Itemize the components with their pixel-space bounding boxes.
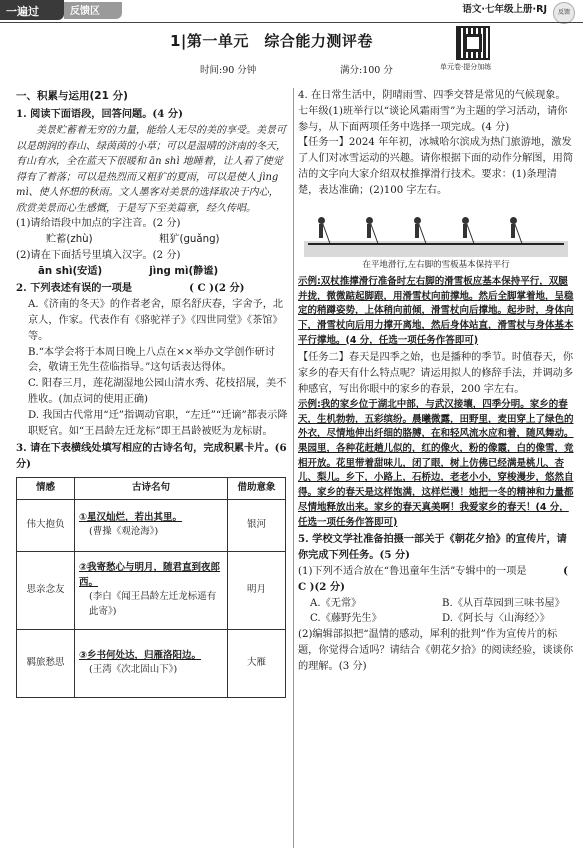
skier-figure: [314, 217, 328, 243]
question-1-passage: 美景贮蓄着无穷的力量，能给人无尽的美的享受。美景可以是朗润的春山、绿茵茵的小草；可以是温晴的济南的冬天，有山有水，全在蓝天下很暖和 ān shì 地睡着，让人看了使觉得有了着落；可以是热烈而又粗犷的夏雨，可以是使人 jìng mì、使人怀想的秋雨。文人墨客对美景的选择取决于内心，欣赏美景而心生感慨，于是写下至美篇章，经久传唱。: [16, 125, 286, 214]
question-5-sub2: (2)编辑部拟把“温情的感动，犀利的批判”作为宣传片的标题，你觉得合适吗？请结合《朝花夕拾》的阅读经验，谈谈你的理解。(3 分): [298, 629, 574, 672]
option-c: C. 阳春三月，莲花湖湿地公园山清水秀、花枝招展，美不胜收。(加点词的使用正确): [28, 378, 287, 406]
question-5-sub1-answer: ( C )(2 分): [298, 564, 568, 593]
column-divider: [293, 88, 294, 848]
poem-source: (王湾《次北固山下》): [89, 664, 178, 676]
header-rule: [0, 22, 583, 23]
options-row: [298, 611, 574, 627]
emotion-cell: 思亲念友: [17, 551, 75, 629]
question-4-stem: 4. 在日常生活中，阴晴雨雪、四季交替是常见的气候现象。七年级(1)班举行以“谈论风霜雨雪”为主题的学习活动，请你参与，从下面两项任务中选择一项完成。(4 分): [298, 90, 568, 133]
table-row: [17, 551, 286, 629]
image-cell: 大雁: [228, 629, 286, 697]
left-column: [16, 88, 288, 698]
poem-source: (曹操《观沧海》): [89, 526, 159, 538]
option-a: A.《无常》: [310, 597, 362, 609]
illustration-caption: 在平地滑行,左右脚的雪板基本保持平行: [362, 259, 510, 270]
question-2-stem: 2. 下列表述有误的一项是 ( C )(2 分): [16, 282, 245, 295]
task-1: 【任务一】2024 年年初，冰城哈尔滨成为热门旅游地，激发了人们对冰雪运动的兴趣。请你根据下面的动作分解图，用简洁的文字向大家介绍双杖推撑滑行技术。要求：(1)条理清楚，表达准确；(2)100 字左右。: [298, 137, 574, 196]
option-b: B.《从百草园到三味书屋》: [442, 597, 565, 609]
series-tab: 一遍过: [0, 0, 64, 20]
skier-figure: [506, 217, 520, 243]
poem-cell: [75, 499, 228, 551]
question-1-sub2: (2)请在下面括号里填入汉字。(2 分): [16, 249, 181, 261]
qr-code-icon: [456, 26, 490, 60]
table-header: 古诗名句: [75, 478, 228, 500]
table-row: [17, 629, 286, 697]
question-5-stem: 5. 学校文学社准备拍摄一部关于《朝花夕拾》的宣传片，请你完成下列任务。(5 分): [298, 533, 567, 562]
section-heading: 一、积累与运用(21 分): [16, 90, 128, 102]
emotion-cell: 羁旅愁思: [17, 629, 75, 697]
poem-line: ③乡书何处达，归雁洛阳边。: [79, 649, 202, 661]
answer-chuxu: 贮蓄(zhù): [46, 233, 93, 245]
poem-line: ②我寄愁心与明月，随君直到夜郎西。: [79, 561, 221, 588]
option-d: D.《阿长与〈山海经〉》: [442, 613, 550, 625]
image-cell: 银河: [228, 499, 286, 551]
skier-figure: [410, 217, 424, 243]
option-a: A.《济南的冬天》的作者老舍，原名舒庆春，字舍予，北京人，作家。代表作有《骆驼祥子》《四世同堂》《茶馆》等。: [28, 299, 284, 342]
page-title: 1|第一单元 综合能力测评卷: [170, 32, 373, 50]
qr-caption: 单元卷·提分加练: [440, 63, 492, 71]
option-b: B.“本学会将于本周日晚上八点在××举办文学创作研讨会，敬请王先生莅临指导。”这句话表达得体。: [28, 346, 275, 374]
poem-cell: [75, 629, 228, 697]
answer-cuguang: 粗犷(guǎng): [159, 233, 220, 245]
task-1-answer: 示例:双杖推撑滑行准备时左右脚的滑雪板应基本保持平行，双腿并拢，微微踮起脚跟，用滑雪杖向前撑地。然后全脚掌着地，呈稳定的稍蹲姿势，上体稍向前倾，滑雪杖向后撑地。起步时，身体向下，滑雪杖向后用力撑开离地，然后身体站直，滑雪杖与身体基本平行撑地。(4 分，任选一项任务作答即可): [298, 275, 574, 346]
skiing-illustration: [304, 203, 568, 257]
question-3-stem: 3. 请在下表横线处填写相应的古诗名句，完成积累卡片。(6 分): [16, 442, 287, 471]
answer-anshi: ān shì(安适): [38, 265, 103, 277]
ski-track: [308, 243, 564, 245]
poem-line: ①星汉灿烂，若出其里。: [79, 511, 183, 523]
image-cell: 明月: [228, 551, 286, 629]
right-column: [298, 88, 574, 675]
table-header: 借助意象: [228, 478, 286, 500]
time-limit: 时间:90 分钟: [200, 65, 257, 76]
answer-jingmi: jìng mì(静谧): [149, 265, 219, 277]
skier-figure: [362, 217, 376, 243]
question-1-sub2-answers: [16, 264, 288, 280]
feedback-badge: 反馈: [553, 2, 575, 24]
task-2-answer: 示例:我的家乡位于湖北中部，与武汉接壤，四季分明。家乡的春天，生机勃勃，五彩缤纷。晨曦微露，田野里，麦田穿上了绿色的外衣，尽情地伸出纤细的胳膊，在和轻风流水应和着，随风舞动。果园里，各种花赶趟儿似的，红的像火，粉的像霞，白的像雪，竞相开放。花里带着甜味儿，闭了眼，树上仿佛已经满是桃儿、杏儿、梨儿。乡下，小路上，石桥边，老老小小，穿梭漫步，悠然自得。家乡的春天是这样饱满，这样烂漫！她把一冬的精神和力量都尽情地释放出来。家乡的春天真美啊！我爱家乡的春天！(4 分，任选一项任务作答即可): [298, 398, 574, 528]
question-1-stem: 1. 阅读下面语段，回答问题。(4 分): [16, 108, 183, 121]
question-2-answer: ( C )(2 分): [189, 282, 245, 295]
question-5-sub1: (1)下列不适合放在“鲁迅童年生活”专辑中的一项是 ( C )(2 分): [298, 564, 568, 593]
top-bar: [0, 0, 583, 22]
question-1-sub1-answers: [16, 232, 288, 248]
option-d: D. 我国古代常用“迁”指调动官职，“左迁”“迁谪”都表示降职贬官。如“王昌龄左迁龙标”即王昌龄被贬为龙标尉。: [28, 409, 288, 437]
table-header-row: [17, 478, 286, 500]
poem-table: [16, 477, 286, 698]
table-header: 情感: [17, 478, 75, 500]
task-2: 【任务二】春天是四季之始，也是播种的季节。时值春天，你家乡的春天有什么特点呢？请运用拟人的修辞手法，并调动多种感官，写出你眼中的家乡的春景，200 字左右。: [298, 352, 574, 396]
table-row: [17, 499, 286, 551]
full-score: 满分:100 分: [340, 65, 393, 76]
skier-figure: [458, 217, 472, 243]
emotion-cell: 伟大抱负: [17, 499, 75, 551]
subject-label: 语文·七年级上册·RJ: [462, 4, 547, 15]
poem-source: (李白《闻王昌龄左迁龙标遥有此寄》): [89, 591, 217, 618]
option-c: C.《藤野先生》: [310, 613, 382, 625]
poem-cell: [75, 551, 228, 629]
feedback-tab: 反馈区: [64, 2, 122, 19]
question-1-sub1: (1)请给语段中加点的字注音。(2 分): [16, 218, 181, 230]
options-row: [298, 596, 574, 612]
